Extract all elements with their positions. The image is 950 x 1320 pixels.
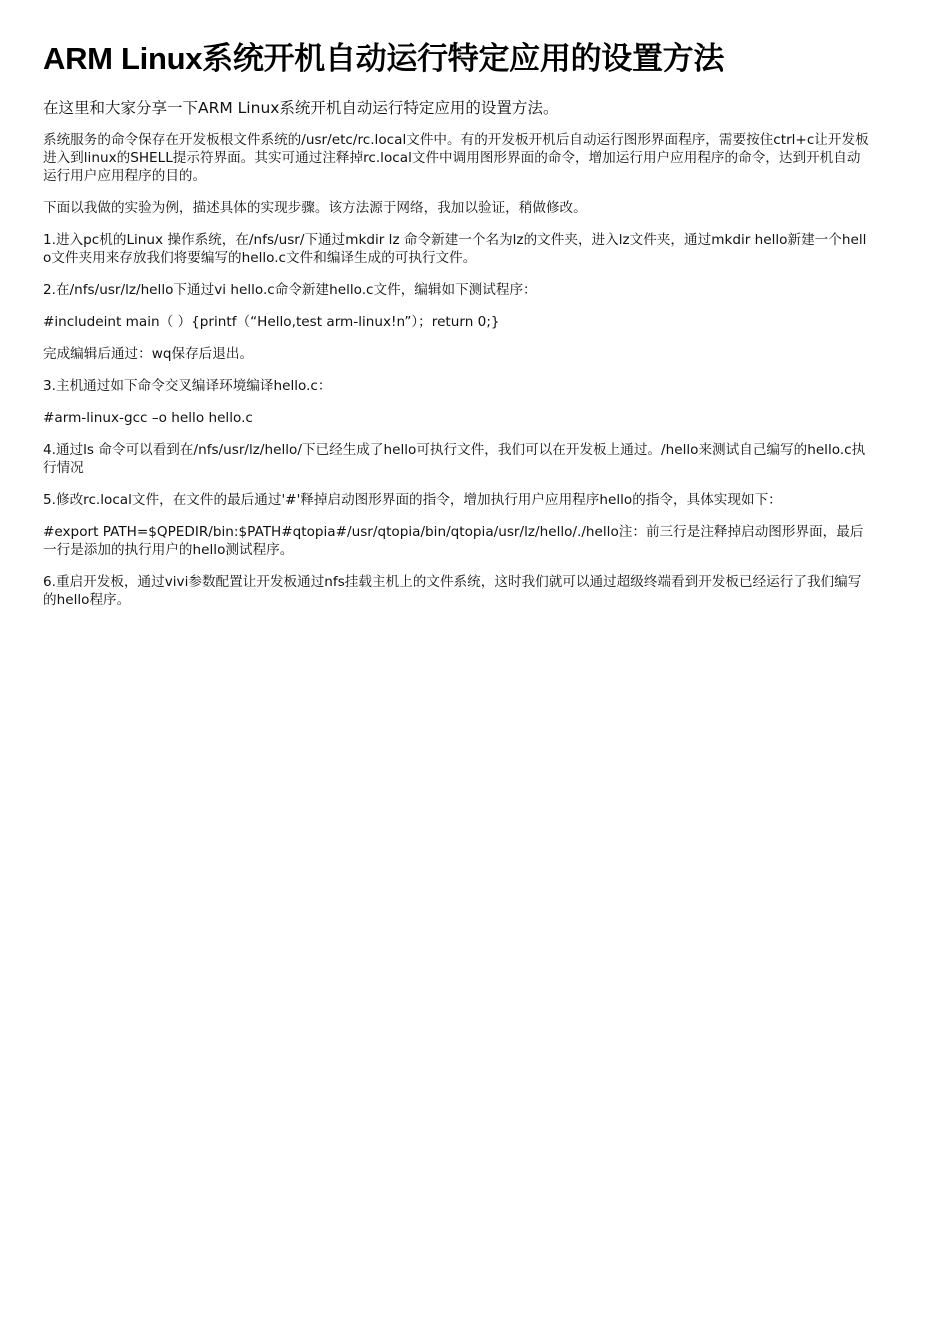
paragraph-step-5: 5.修改rc.local文件，在文件的最后通过'#'释掉启动图形界面的指令，增加执行用户应用程序hello的指令，具体实现如下： (43, 492, 782, 508)
code-line-compile: #arm-linux-gcc –o hello hello.c (43, 410, 253, 426)
paragraph-step-1: 1.进入pc机的Linux 操作系统，在/nfs/usr/下通过mkdir lz 命令新建一个名为lz的文件夹，进入lz文件夹，通过mkdir hello新建一个hello文件夹用来存放我们将要编写的hello.c文件和编译生成的可执行文件。 (43, 232, 867, 266)
paragraph-step-4: 4.通过ls 命令可以看到在/nfs/usr/lz/hello/下已经生成了hello可执行文件，我们可以在开发板上通过。/hello来测试自己编写的hello.c执行情况 (43, 442, 866, 476)
code-line-hello-program: #includeint main（ ）{printf（“Hello,test arm-linux!n”）；return 0;} (43, 314, 500, 330)
paragraph-experiment-intro: 下面以我做的实验为例，描述具体的实现步骤。该方法源于网络，我加以验证，稍做修改。 (43, 200, 587, 216)
paragraph-step-6: 6.重启开发板，通过vivi参数配置让开发板通过nfs挂载主机上的文件系统，这时我们就可以通过超级终端看到开发板已经运行了我们编写的hello程序。 (43, 574, 862, 608)
paragraph-step-2: 2.在/nfs/usr/lz/hello下通过vi hello.c命令新建hello.c文件，编辑如下测试程序： (43, 282, 537, 298)
paragraph-step-3: 3.主机通过如下命令交叉编译环境编译hello.c： (43, 378, 332, 394)
document-title: ARM Linux系统开机自动运行特定应用的设置方法 (43, 41, 725, 76)
code-line-rc-local-edit: #export PATH=$QPEDIR/bin:$PATH#qtopia#/usr/qtopia/bin/qtopia/usr/lz/hello/./hello注：前三行是注释掉启动图形界面，最后一行是添加的执行用户的hello测试程序。 (43, 524, 864, 558)
paragraph-rc-local-overview: 系统服务的命令保存在开发板根文件系统的/usr/etc/rc.local文件中。有的开发板开机后自动运行图形界面程序，需要按住ctrl+c让开发板进入到linux的SHELL提示符界面。其实可通过注释掉rc.local文件中调用图形界面的命令，增加运行用户应用程序的命令，达到开机自动运行用户应用程序的目的。 (43, 132, 869, 184)
paragraph-save-exit: 完成编辑后通过：wq保存后退出。 (43, 346, 254, 362)
document-page (43, 36, 873, 609)
intro-paragraph: 在这里和大家分享一下ARM Linux系统开机自动运行特定应用的设置方法。 (43, 99, 559, 117)
